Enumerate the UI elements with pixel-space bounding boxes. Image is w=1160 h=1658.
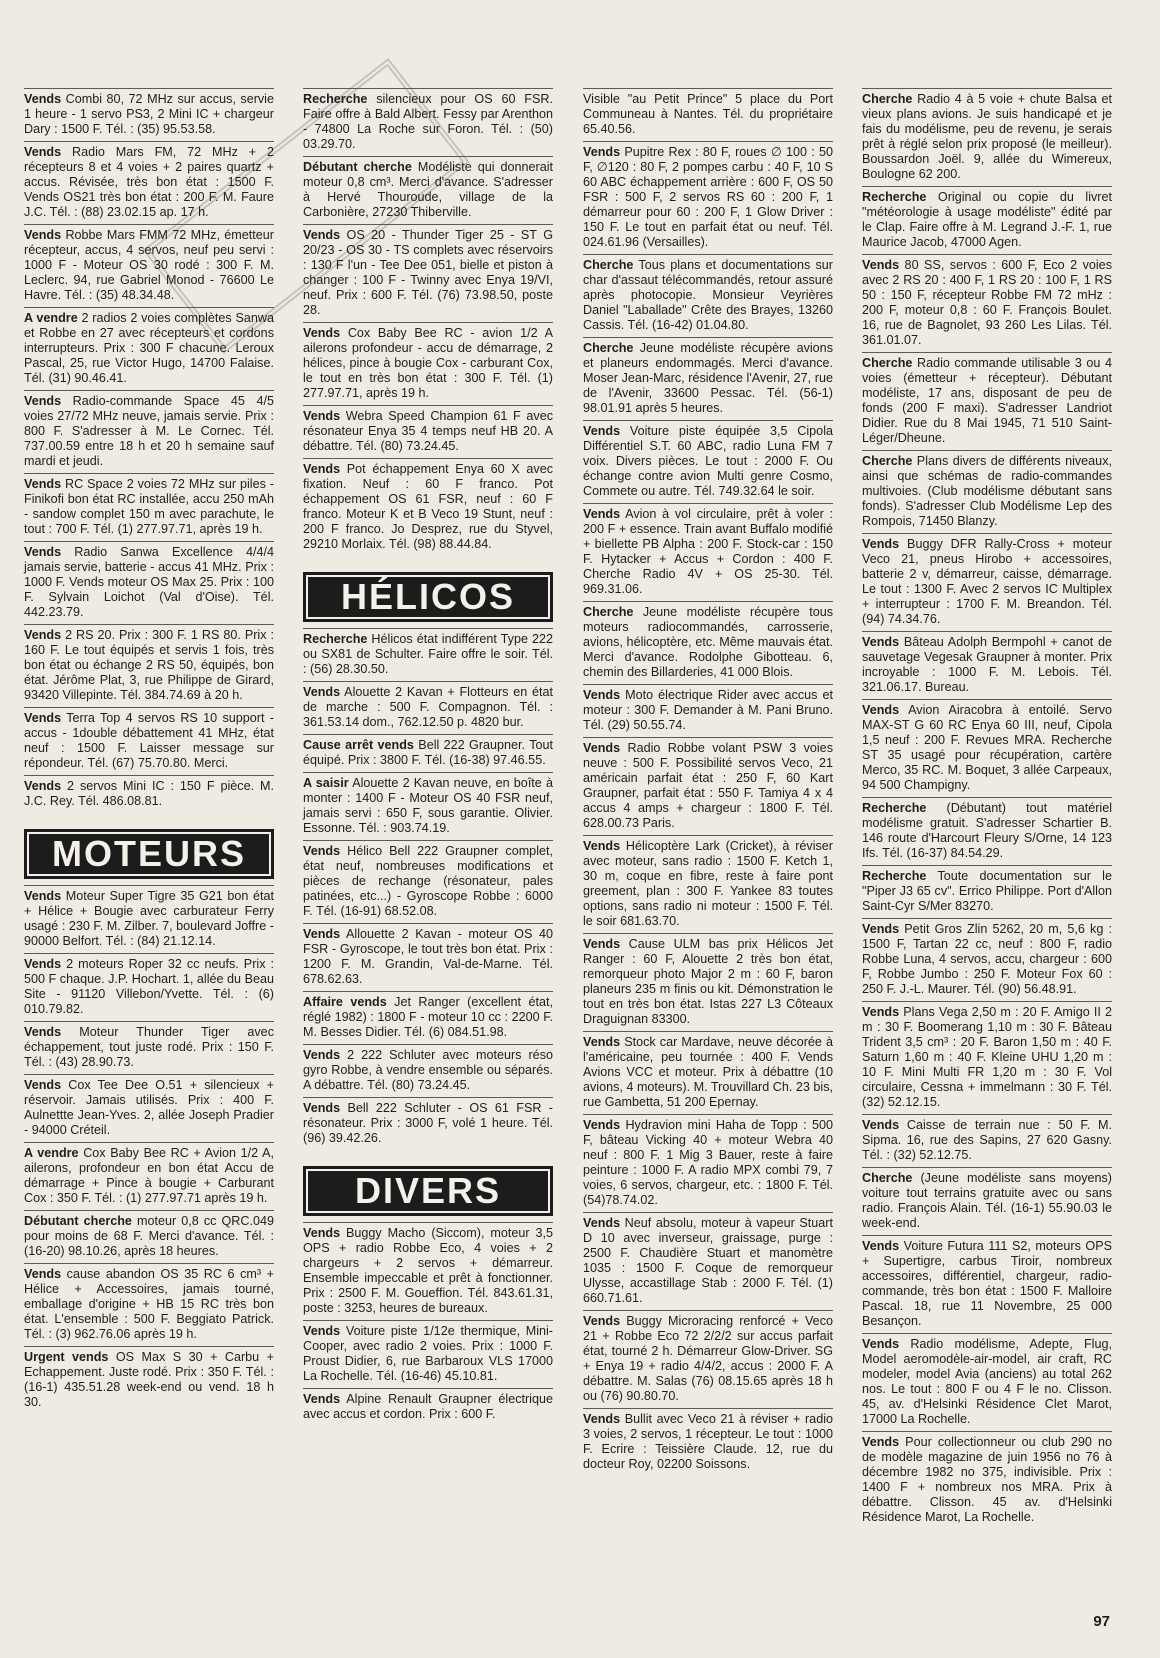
ad-lead: Vends	[303, 228, 341, 242]
ad-text: 2 moteurs Roper 32 cc neufs. Prix : 500 F chaque. J.P. Hochart. 1, allée du Beau Site - 91120 Villebon/Yvette. Tél. : (6) 010.79.82.	[24, 957, 274, 1016]
ad-lead: Vends	[583, 145, 621, 159]
classified-ad	[24, 885, 274, 953]
classified-list	[24, 885, 274, 1414]
ad-text: RC Space 2 voies 72 MHz sur piles - Finikofi bon état RC installée, accu 250 mAh - sandow complet 150 m avec parachute, le tout : 700 F. Tél. (1) 277.97.71, après 19 h.	[24, 477, 274, 536]
ad-text: Neuf absolu, moteur à vapeur Stuart D 10 avec inverseur, graissage, purge : 2500 F. Chaudière Stuart et manomètre 1035 : 1500 F. Coque de remorqueur Ulysse, accastillage Stab : 2000 F. Tél. (1) 660.71.61.	[583, 1216, 833, 1305]
ad-lead: Vends	[24, 1267, 62, 1281]
classified-ad	[583, 88, 833, 141]
classified-ad	[862, 1431, 1112, 1529]
classified-ad	[583, 337, 833, 420]
classified-ad	[24, 1074, 274, 1142]
classified-ad	[24, 141, 274, 224]
ad-lead: Vends	[303, 1226, 341, 1240]
ad-lead: Cherche	[862, 92, 913, 106]
ad-text: Cox Baby Bee RC + Avion 1/2 A, ailerons, profondeur en bon état Accu de démarrage + Pince à bougie + Carburant Cox : 350 F. Tél. : (1) 277.97.71 après 19 h.	[24, 1146, 274, 1205]
classified-ad	[583, 141, 833, 254]
classified-ad	[303, 224, 553, 322]
ad-text: moteur 0,8 cc QRC.049 pour moins de 68 F. Merci d'avance. Tél. : (16-20) 98.10.26, après 18 heures.	[24, 1214, 274, 1258]
classified-list	[303, 88, 553, 556]
section-banner-helicos: HÉLICOS	[303, 572, 553, 622]
ad-text: silencieux pour OS 60 FSR. Faire offre à Bald Albert. Fessy par Arenthon - 74800 La Roche sur Foron. Tél. : (50) 03.29.70.	[303, 92, 553, 151]
ad-lead: Recherche	[862, 869, 927, 883]
classified-ad	[583, 420, 833, 503]
ad-lead: Vends	[862, 922, 900, 936]
ad-lead: Vends	[24, 145, 62, 159]
ad-lead: Vends	[583, 1118, 621, 1132]
ad-lead: Vends	[862, 1337, 900, 1351]
ad-lead: Recherche	[862, 190, 927, 204]
classified-ad	[303, 1320, 553, 1388]
classified-ad	[583, 1031, 833, 1114]
ad-lead: Cherche	[583, 258, 634, 272]
classified-ad	[583, 835, 833, 933]
ad-text: Radio Mars FM, 72 MHz + 2 récepteurs 8 et 4 voies + 2 paires quartz + accus. Révisée, très bon état : 1500 F. Vends OS21 très bon état : 200 F. M. Faure J.C. Tél. : (88) 23.02.15 ap. 17 h.	[24, 145, 274, 219]
ad-text: Visible "au Petit Prince" 5 place du Port Communeau à Nantes. Tél. du propriétaire 65.40.56.	[583, 92, 833, 136]
ad-text: Voiture Futura 111 S2, moteurs OPS + Supertigre, carbus Tiroir, nombreux accessoires, différentiel, chargeur, radio-commande, très bon état : 1500 F. Malloire Pascal. 18, rue 11 Novembre, 25 000 Besançon.	[862, 1239, 1112, 1328]
classified-ad	[303, 1388, 553, 1426]
ad-text: Stock car Mardave, neuve décorée à l'américaine, peu tournée : 400 F. Vends Avions VCC et moteur. Prix à débattre (10 avions, 4 moteurs). M. Trouvillard Ch. 23 bis, rue Gambetta, 51 200 Epernay.	[583, 1035, 833, 1109]
ad-lead: Vends	[24, 228, 62, 242]
ad-text: Avion Airacobra à entoilé. Servo MAX-ST G 60 RC Enya 60 III, neuf, Cipola 1,5 neuf : 200 F. Revues MRA. Recherche ST 35 usagé pour récupération, cartère Merco, 35 RC. M. Boquet, 3 allée Carpeaux, 94 500 Champigny.	[862, 703, 1112, 792]
ad-text: Radio 4 à 5 voie + chute Balsa et vieux plans avions. Je suis handicapé et je fais du modélisme, peu de revenu, je serais prêt à réglé selon prix proposé (le meilleur). Boussardon Joël. 9, allée du Wimereux, Boulogne 62 200.	[862, 92, 1112, 181]
ad-lead: Vends	[24, 779, 62, 793]
classified-list	[303, 628, 553, 1150]
classified-ad	[24, 541, 274, 624]
ad-text: Bullit avec Veco 21 à réviser + radio 3 voies, 2 servos, 1 récepteur. Le tout : 1000 F. Ecrire : Teissière Claude. 12, rue du docteur Roy, 02200 Soissons.	[583, 1412, 833, 1471]
classified-ad	[862, 918, 1112, 1001]
ad-lead: Cherche	[583, 605, 634, 619]
classified-ad	[862, 865, 1112, 918]
ad-lead: Cherche	[862, 454, 913, 468]
classified-list	[303, 1222, 553, 1426]
ad-lead: Cherche	[862, 356, 913, 370]
ad-lead: Vends	[303, 1324, 341, 1338]
classified-ad	[24, 1210, 274, 1263]
ad-text: Radio modélisme, Adepte, Flug, Model aeromodèle-air-model, air craft, RC modeler, model Avia (anciens) au total 262 nos. Le tout : 800 F ou 4 F le no. Clisson. 45, av. d'Helsinki Résidence Clet Marot, 17000 La Rochelle.	[862, 1337, 1112, 1426]
ad-text: Buggy Microracing renforcé + Veco 21 + Robbe Eco 72 2/2/2 sur accus parfait état, tourné 2 h. Démarreur Glow-Driver. SG + Enya 19 + radio 4/4/2, accus : 2000 F. A débattre. M. Salas (76) 08.15.65 après 18 h ou (76) 90.80.70.	[583, 1314, 833, 1403]
ad-text: Hélicoptère Lark (Cricket), à réviser avec moteur, sans radio : 1500 F. Ketch 1, 30 m, coque en fibre, reste à faire pont greement, plan : 300 F. Yankee 83 toutes options, sans radio ni moteur : 1500 F. Tél. le soir 681.63.70.	[583, 839, 833, 928]
ad-text: 2 222 Schluter avec moteurs réso gyro Robbe, à vendre ensemble ou séparés. A débattre. Tél. (80) 73.24.45.	[303, 1048, 553, 1092]
ad-lead: Recherche	[303, 92, 368, 106]
ad-lead: Vends	[862, 537, 900, 551]
ad-lead: Vends	[24, 889, 62, 903]
ad-lead: Vends	[303, 927, 341, 941]
ad-lead: Vends	[583, 1412, 621, 1426]
classified-ad	[303, 840, 553, 923]
column-3	[583, 88, 833, 1476]
ad-text: Alouette 2 Kavan + Flotteurs en état de marche : 500 F. Compagnon. Tél. : 361.53.14 dom., 762.12.50 p. 4820 bur.	[303, 685, 553, 729]
ad-text: Jet Ranger (excellent état, réglé 1982) : 1800 F - moteur 10 cc : 2200 F. M. Besses Didier. Tél. (6) 084.51.98.	[303, 995, 553, 1039]
classified-ad	[303, 681, 553, 734]
classified-ad	[862, 1235, 1112, 1333]
ad-lead: Vends	[24, 394, 62, 408]
ad-lead: Vends	[862, 1118, 900, 1132]
ad-text: Modéliste qui donnerait moteur 0,8 cm³. Merci d'avance. S'adresser à Hervé Thouroude, village de la Carbonière, 27230 Thiberville.	[303, 160, 554, 219]
ad-lead: Vends	[303, 1392, 341, 1406]
ad-text: (Jeune modéliste sans moyens) voiture tout terrains gratuite avec ou sans radio. François Alain. Tél. (16-1) 55.90.03 le week-end.	[862, 1171, 1112, 1230]
ad-text: Radio Robbe volant PSW 3 voies neuve : 500 F. Possibilité servos Veco, 21 américain parfait état : 250 F, 60 Kart Graupner, parfait état : 550 F. Tamiya 4 x 4 accus 4 amps + chargeur : 1800 F. Tél. 628.00.73 Paris.	[583, 741, 833, 830]
ad-text: Avion à vol circulaire, prêt à voler : 200 F + essence. Train avant Buffalo modifié + biellette PB Alpha : 200 F. Stock-car : 150 F. Hytacker + Accus + Cordon : 400 F. Cherche Radio 4V + OS 25-30. Tél. 969.31.06.	[583, 507, 833, 596]
ad-lead: Vends	[583, 1314, 621, 1328]
ad-text: Radio Sanwa Excellence 4/4/4 jamais servie, batterie - accus 41 MHz. Prix : 1000 F. Vends moteur OS Max 25. Prix : 100 F. Sylvain Loichot (Val d'Oise). Tél. 442.23.79.	[24, 545, 274, 619]
classified-ad	[303, 156, 553, 224]
classified-ad	[862, 450, 1112, 533]
ad-lead: Vends	[303, 462, 341, 476]
classified-ad	[303, 734, 553, 772]
classified-ad	[303, 772, 553, 840]
ad-lead: Vends	[583, 688, 621, 702]
classified-ad	[862, 1114, 1112, 1167]
ad-lead: Débutant cherche	[303, 160, 412, 174]
ad-text: Terra Top 4 servos RS 10 support - accus - 1double débattement 41 MHz, état neuf : 1500 F. Laisser message sur répondeur. Tél. (67) 75.70.80. Merci.	[24, 711, 274, 770]
classified-ad	[303, 322, 553, 405]
classified-ad	[24, 473, 274, 541]
ad-lead: Débutant cherche	[24, 1214, 132, 1228]
classified-ad	[303, 923, 553, 991]
ad-lead: Vends	[862, 1005, 900, 1019]
classified-ad	[583, 933, 833, 1031]
classified-list	[862, 88, 1112, 1529]
ad-text: OS Max S 30 + Carbu + Echappement. Juste rodé. Prix : 350 F. Tél. : (16-1) 435.51.28 week-end ou vend. 18 h 30.	[24, 1350, 274, 1409]
ad-text: Allouette 2 Kavan - moteur OS 40 FSR - Gyroscope, le tout très bon état. Prix : 1200 F. M. Grandin, Val-de-Marne. Tél. 678.62.63.	[303, 927, 553, 986]
ad-text: Caisse de terrain nue : 50 F. M. Sipma. 16, rue des Sapins, 27 620 Gasny. Tél. : (32) 52.12.75.	[862, 1118, 1112, 1162]
ad-text: (Débutant) tout matériel modélisme gratuit. S'adresser Schartier B. 146 route d'Harcourt Fleury S/Orne, 14 123 Ifs. Tél. (16-37) 84.54.29.	[862, 801, 1112, 860]
classified-ad	[583, 254, 833, 337]
classified-ad	[303, 991, 553, 1044]
ad-text: Hydravion mini Haha de Topp : 500 F, bâteau Vicking 40 + moteur Webra 40 neuf : 800 F. 1 Mig 3 Bauer, reste à faire peinture : 1000 F. A radio MPX combi 79, 7 voies, 6 servos, chargeur, etc. : 1800 F. Tél. (54)78.74.02.	[583, 1118, 833, 1207]
ad-lead: Cherche	[583, 341, 634, 355]
classified-ad	[862, 254, 1112, 352]
classified-ad	[583, 601, 833, 684]
classified-ad	[862, 797, 1112, 865]
ad-lead: Vends	[583, 937, 621, 951]
ad-text: Alpine Renault Graupner électrique avec accus et cordon. Prix : 600 F.	[303, 1392, 553, 1421]
classified-ad	[303, 458, 553, 556]
ad-lead: Vends	[24, 957, 62, 971]
ad-text: Bell 222 Graupner. Tout équipé. Prix : 3800 F. Tél. (16-38) 97.46.55.	[303, 738, 553, 767]
ad-text: cause abandon OS 35 RC 6 cm³ + Hélice + Accessoires, jamais tourné, emballage d'origine + HB 15 RC très bon état. L'ensemble : 500 F. Beggiato Patrick. Tél. : (3) 962.76.06 après 19 h.	[24, 1267, 274, 1341]
classified-list	[583, 88, 833, 1476]
ad-text: Original ou copie du livret "météorologie à usage modéliste" édité par le Clap. Faire offre à M. Legrand J.-F. 1, rue Maurice Jacob, 47000 Agen.	[862, 190, 1112, 249]
ad-lead: Vends	[862, 1435, 900, 1449]
ad-text: Radio commande utilisable 3 ou 4 voies (émetteur + récepteur). Débutant modéliste, 17 ans, disposant de peu de fonds (200 F maxi). S'adresser Landriot Didier. Rue du 8 Mai 1945, 71 510 Saint-Léger/Dheune.	[862, 356, 1112, 445]
ad-text: Webra Speed Champion 61 F avec résonateur Enya 35 4 temps neuf HB 20. A débattre. Tél. (80) 73.24.45.	[303, 409, 553, 453]
ad-text: Bâteau Adolph Bermpohl + canot de sauvetage Vegesak Graupner à monter. Prix incroyable : 1000 F. M. Lebois. Tél. 321.06.17. Bureau.	[862, 635, 1112, 694]
classified-ad	[583, 1408, 833, 1476]
classified-ad	[583, 737, 833, 835]
ad-lead: A saisir	[303, 776, 349, 790]
ad-text: Moteur Super Tigre 35 G21 bon état + Hélice + Bougie avec carburateur Ferry usagé : 230 F. M. Zilber. 7, boulevard Joffre - 90000 Belfort. Tél. : (84) 21.12.14.	[24, 889, 274, 948]
ad-text: Buggy DFR Rally-Cross + moteur Veco 21, pneus Hirobo + accessoires, batterie 2 v, démarreur, caisse, démarrage. Le tout : 1300 F. Avec 2 servos IC Multiplex + interrupteur : 1700 F. M. Breandon. Tél. (94) 74.34.76.	[862, 537, 1112, 626]
ad-text: Plans divers de différents niveaux, ainsi que schémas de radio-commandes multivoies. (Club modélisme débutant sans fonds). S'adresser Club Modélisme Lep des Rompois, 71450 Blanzy.	[862, 454, 1112, 528]
ad-text: Hélico Bell 222 Graupner complet, état neuf, nombreuses modifications et pièces de rechange (résonateur, pales patinées, etc...) - Gyroscope Robbe : 6000 F. Tél. (16-91) 68.52.08.	[303, 844, 553, 918]
classified-ad	[862, 1167, 1112, 1235]
ad-lead: A vendre	[24, 311, 78, 325]
ad-lead: Cause arrêt vends	[303, 738, 414, 752]
ad-text: 2 servos Mini IC : 150 F pièce. M. J.C. Rey. Tél. 486.08.81.	[24, 779, 274, 808]
classified-ad	[24, 775, 274, 813]
ad-lead: Vends	[583, 1216, 621, 1230]
section-banner-divers: DIVERS	[303, 1166, 553, 1216]
ad-text: Plans Vega 2,50 m : 20 F. Amigo II 2 m : 30 F. Boomerang 1,10 m : 30 F. Bâteau Trident 3,5 cm³ : 20 F. Baron 1,50 m : 40 F. Saturn 1,60 m : 40 F. Kleine UHU 1,20 m : 10 F. Mini Multi FR 1,20 m : 30 F. Vol circulaire, Cessna + immelmann : 30 F. Tél. (32) 52.12.15.	[862, 1005, 1112, 1109]
ad-text: Hélicos état indifférent Type 222 ou SX81 de Schulter. Faire offre le soir. Tél. : (56) 28.30.50.	[303, 632, 553, 676]
ad-text: Moto électrique Rider avec accus et moteur : 300 F. Demander à M. Pani Bruno. Tél. (29) 50.55.74.	[583, 688, 833, 732]
ad-lead: Vends	[303, 1048, 341, 1062]
ad-lead: Vends	[862, 703, 900, 717]
ad-lead: Vends	[24, 92, 62, 106]
ad-lead: Urgent vends	[24, 1350, 109, 1364]
classified-ad	[583, 684, 833, 737]
ad-lead: Vends	[583, 839, 621, 853]
ad-text: Jeune modéliste récupère avions et planeurs endommagés. Merci d'avance. Moser Jean-Marc, résidence l'Avenir, 27, rue de l'Avenir, 33600 Pessac. Tél. (56-1) 98.01.91 après 5 heures.	[583, 341, 833, 415]
ad-lead: Vends	[24, 545, 62, 559]
classified-ad	[862, 631, 1112, 699]
ad-text: Bell 222 Schluter - OS 61 FSR - résonateur. Prix : 3000 F, volé 1 heure. Tél. (96) 39.42.26.	[303, 1101, 553, 1145]
ad-text: 2 radios 2 voies complètes Sanwa et Robbe en 27 avec récepteurs et cordons interrupteurs. Prix : 300 F chacune. Leroux Pascal, 25, rue Victor Hugo, 14700 Falaise. Tél. (31) 90.46.41.	[24, 311, 274, 385]
ad-lead: Vends	[303, 844, 341, 858]
ad-lead: Vends	[24, 628, 62, 642]
ad-text: Radio-commande Space 45 4/5 voies 27/72 MHz neuve, jamais servie. Prix : 800 F. S'adresser à M. Le Cornec. Tél. 737.00.59 entre 18 h et 20 h semaine sauf mardi et jeudi.	[24, 394, 274, 468]
classified-ad	[24, 390, 274, 473]
ad-text: Jeune modéliste récupère tous moteurs radiocommandés, carrosserie, avions, hélicoptère, etc. Même mauvais état. Merci d'avance. Rodolphe Gibotteau. 6, chemin des Billarderies, 41 000 Blois.	[583, 605, 833, 679]
ad-text: Alouette 2 Kavan neuve, en boîte à monter : 1400 F - Moteur OS 40 FSR neuf, jamais servi : 650 F, sous garantie. Olivier. Essonne. Tél. : 903.74.19.	[303, 776, 553, 835]
ad-text: Petit Gros Zlin 5262, 20 m, 5,6 kg : 1500 F, Tartan 22 cc, neuf : 800 F, radio Robbe Luna, 4 servos, accu, chargeur : 600 F, Robbe Jumbo : 250 F. Moteur Fox 60 : 250 F. J.-L. Maurer. Tél. (90) 56.48.91.	[862, 922, 1112, 996]
classified-ad	[583, 1310, 833, 1408]
ad-lead: Cherche	[862, 1171, 913, 1185]
ad-lead: Vends	[862, 1239, 900, 1253]
ad-text: 80 SS, servos : 600 F, Eco 2 voies avec 2 RS 20 : 400 F, 1 RS 20 : 100 F, 1 RS 50 : 150 F, récepteur Robbe FM 72 mHz : 200 F, moteur 0,8 : 60 F. François Boulet. 16, rue de Bagnolet, 93 260 Les Lilas. Tél. 361.01.07.	[862, 258, 1112, 347]
classified-ad	[583, 503, 833, 601]
classified-ad	[862, 352, 1112, 450]
classified-ad	[24, 1263, 274, 1346]
classified-ad	[24, 1346, 274, 1414]
classified-ad	[24, 307, 274, 390]
column-2	[303, 88, 553, 1426]
classified-ad	[24, 624, 274, 707]
ad-lead: Vends	[583, 507, 621, 521]
ad-lead: Vends	[303, 409, 341, 423]
ad-lead: Recherche	[303, 632, 368, 646]
classified-ad	[24, 1142, 274, 1210]
ad-text: Cause ULM bas prix Hélicos Jet Ranger : 60 F, Alouette 2 très bon état, remorqueur photo Major 2 m : 60 F, baron planeurs 235 m finis ou kit. Démonstration le tout en très bon état. Istas 227 L3 Côteaux Draguignan 83300.	[583, 937, 833, 1026]
ad-text: Buggy Macho (Siccom), moteur 3,5 OPS + radio Robbe Eco, 4 voies + 2 chargeurs + 2 servos + démarreur. Ensemble impeccable et prêt à fonctionner. Prix : 2500 F. M. Gouefﬁon. Tél. 843.61.31, poste : 3253, heures de bureaux.	[303, 1226, 553, 1315]
ad-lead: Vends	[862, 258, 900, 272]
ad-lead: Vends	[583, 1035, 621, 1049]
ad-text: Toute documentation sur le "Piper J3 65 cv". Errico Philippe. Port d'Allon Saint-Cyr S/Mer 83270.	[862, 869, 1112, 913]
classified-ad	[862, 1333, 1112, 1431]
ad-text: Combi 80, 72 MHz sur accus, servie 1 heure - 1 servo PS3, 2 Mini IC + chargeur Dary : 1500 F. Tél. : (35) 95.53.58.	[24, 92, 274, 136]
ad-text: Voiture piste équipée 3,5 Cipola Différentiel S.T. 60 ABC, radio Luna FM 7 voix. Divers pièces. Le tout : 2000 F. Ou échange contre avion Multi genre Cosmo, Commete ou autre. Tél. 749.32.64 le soir.	[583, 424, 833, 498]
classified-ad	[583, 1212, 833, 1310]
ad-lead: Vends	[862, 635, 900, 649]
classified-ad	[24, 953, 274, 1021]
ad-text: 2 RS 20. Prix : 300 F. 1 RS 80. Prix : 160 F. Le tout équipés et servis 1 fois, très bon état ou échange 2 RS 50, équipés, bon état. Jérôme Plat, 3, rue Philippe de Girard, 93420 Villepinte. Tél. 384.74.69 à 20 h.	[24, 628, 274, 702]
ad-lead: A vendre	[24, 1146, 79, 1160]
ad-lead: Vends	[583, 741, 621, 755]
ad-text: Cox Tee Dee O.51 + silencieux + réservoir. Jamais utilisés. Prix : 400 F. Aulnettte Jean-Yves. 2, allée Joseph Pradier - 94000 Créteil.	[24, 1078, 274, 1137]
ad-text: Tous plans et documentations sur char d'assaut télécommandés, retour assuré après photocopie. Monsieur Veyrières Daniel "Laballade" Crête des Brayes, 13260 Cassis. Tél. (16-42) 01.04.80.	[583, 258, 833, 332]
ad-lead: Recherche	[862, 801, 927, 815]
classified-ad	[862, 699, 1112, 797]
ad-text: Cox Baby Bee RC - avion 1/2 A ailerons profondeur - accu de démarrage, 2 hélices, pince à bougie Cox - carburant Cox, le tout en très bon état : 300 F. Tél. (1) 277.97.71, après 19 h.	[303, 326, 553, 400]
classified-ad	[583, 1114, 833, 1212]
ad-text: Moteur Thunder Tiger avec échappement, tout juste rodé. Prix : 150 F. Tél. : (43) 28.90.73.	[24, 1025, 274, 1069]
ad-text: Pour collectionneur ou club 290 no de modèle magazine de juin 1956 no 76 à décembre 1982 no 375, indivisible. Prix : 1400 F + nombreux nos MRA. Prix à débattre. Clisson. 45 av. d'Helsinki Résidence Marot, La Rochelle.	[862, 1435, 1112, 1524]
ad-text: Pupitre Rex : 80 F, roues ∅ 100 : 50 F, ∅120 : 80 F, 2 pompes carbu : 40 F, 10 S 60 ABC échappement arrière : 600 F, OS 50 FSR : 500 F, 2 servos RS 60 : 200 F, 1 démarreur pour 60 : 200 F, 1 Glow Driver : 150 F. Le tout en parfait état ou neuf. Tél. 024.61.96 (Versailles).	[583, 145, 833, 249]
column-1	[24, 88, 274, 1414]
ad-lead: Vends	[303, 685, 341, 699]
classified-ad	[24, 88, 274, 141]
classified-ad	[303, 1097, 553, 1150]
classified-ad	[303, 405, 553, 458]
classified-ad	[303, 1044, 553, 1097]
ad-text: Voiture piste 1/12e thermique, Mini-Cooper, avec radio 2 voies. Prix : 1000 F. Proust Didier, 6, rue Barbaroux VLS 17000 La Rochelle. Tél. (16-46) 45.10.81.	[303, 1324, 553, 1383]
classified-ad	[24, 707, 274, 775]
ad-lead: Vends	[24, 711, 62, 725]
section-banner-moteurs: MOTEURS	[24, 829, 274, 879]
ad-lead: Affaire vends	[303, 995, 387, 1009]
ad-text: Robbe Mars FMM 72 MHz, émetteur récepteur, accus, 4 servos, neuf peu servi : 1000 F - Moteur OS 30 rodé : 300 F. M. Leclerc. 94, rue Gabriel Monod - 76600 Le Havre. Tél. : (35) 48.34.48.	[24, 228, 274, 302]
classified-ad	[862, 533, 1112, 631]
ad-lead: Vends	[583, 424, 621, 438]
page-number: 97	[1093, 1613, 1110, 1630]
ad-text: Pot échappement Enya 60 X avec fixation. Neuf : 60 F franco. Pot échappement OS 61 FSR, neuf : 60 F franco. Moteur K et B Veco 19 Stunt, neuf : 200 F franco. Jo Desprez, rue du Styvel, 29210 Morlaix. Tél. (98) 88.44.84.	[303, 462, 553, 551]
classified-ad	[303, 88, 553, 156]
classified-ad	[24, 224, 274, 307]
ad-lead: Vends	[24, 1078, 62, 1092]
classified-ad	[303, 1222, 553, 1320]
classified-ad	[862, 1001, 1112, 1114]
ad-lead: Vends	[303, 1101, 341, 1115]
classified-ad	[24, 1021, 274, 1074]
column-4	[862, 88, 1112, 1529]
ad-lead: Vends	[303, 326, 341, 340]
classified-ad	[862, 88, 1112, 186]
ad-lead: Vends	[24, 477, 62, 491]
classified-ad	[303, 628, 553, 681]
classified-ad	[862, 186, 1112, 254]
classified-list	[24, 88, 274, 813]
ad-text: OS 20 - Thunder Tiger 25 - ST G 20/23 - OS 30 - TS complets avec réservoirs : 130 F l'un - Tee Dee 051, bielle et piston à changer : 100 F - Twinny avec Enya 19/VI, neuf. Prix : 600 F. Tél. (76) 73.98.50, poste 28.	[303, 228, 553, 317]
ad-lead: Vends	[24, 1025, 62, 1039]
